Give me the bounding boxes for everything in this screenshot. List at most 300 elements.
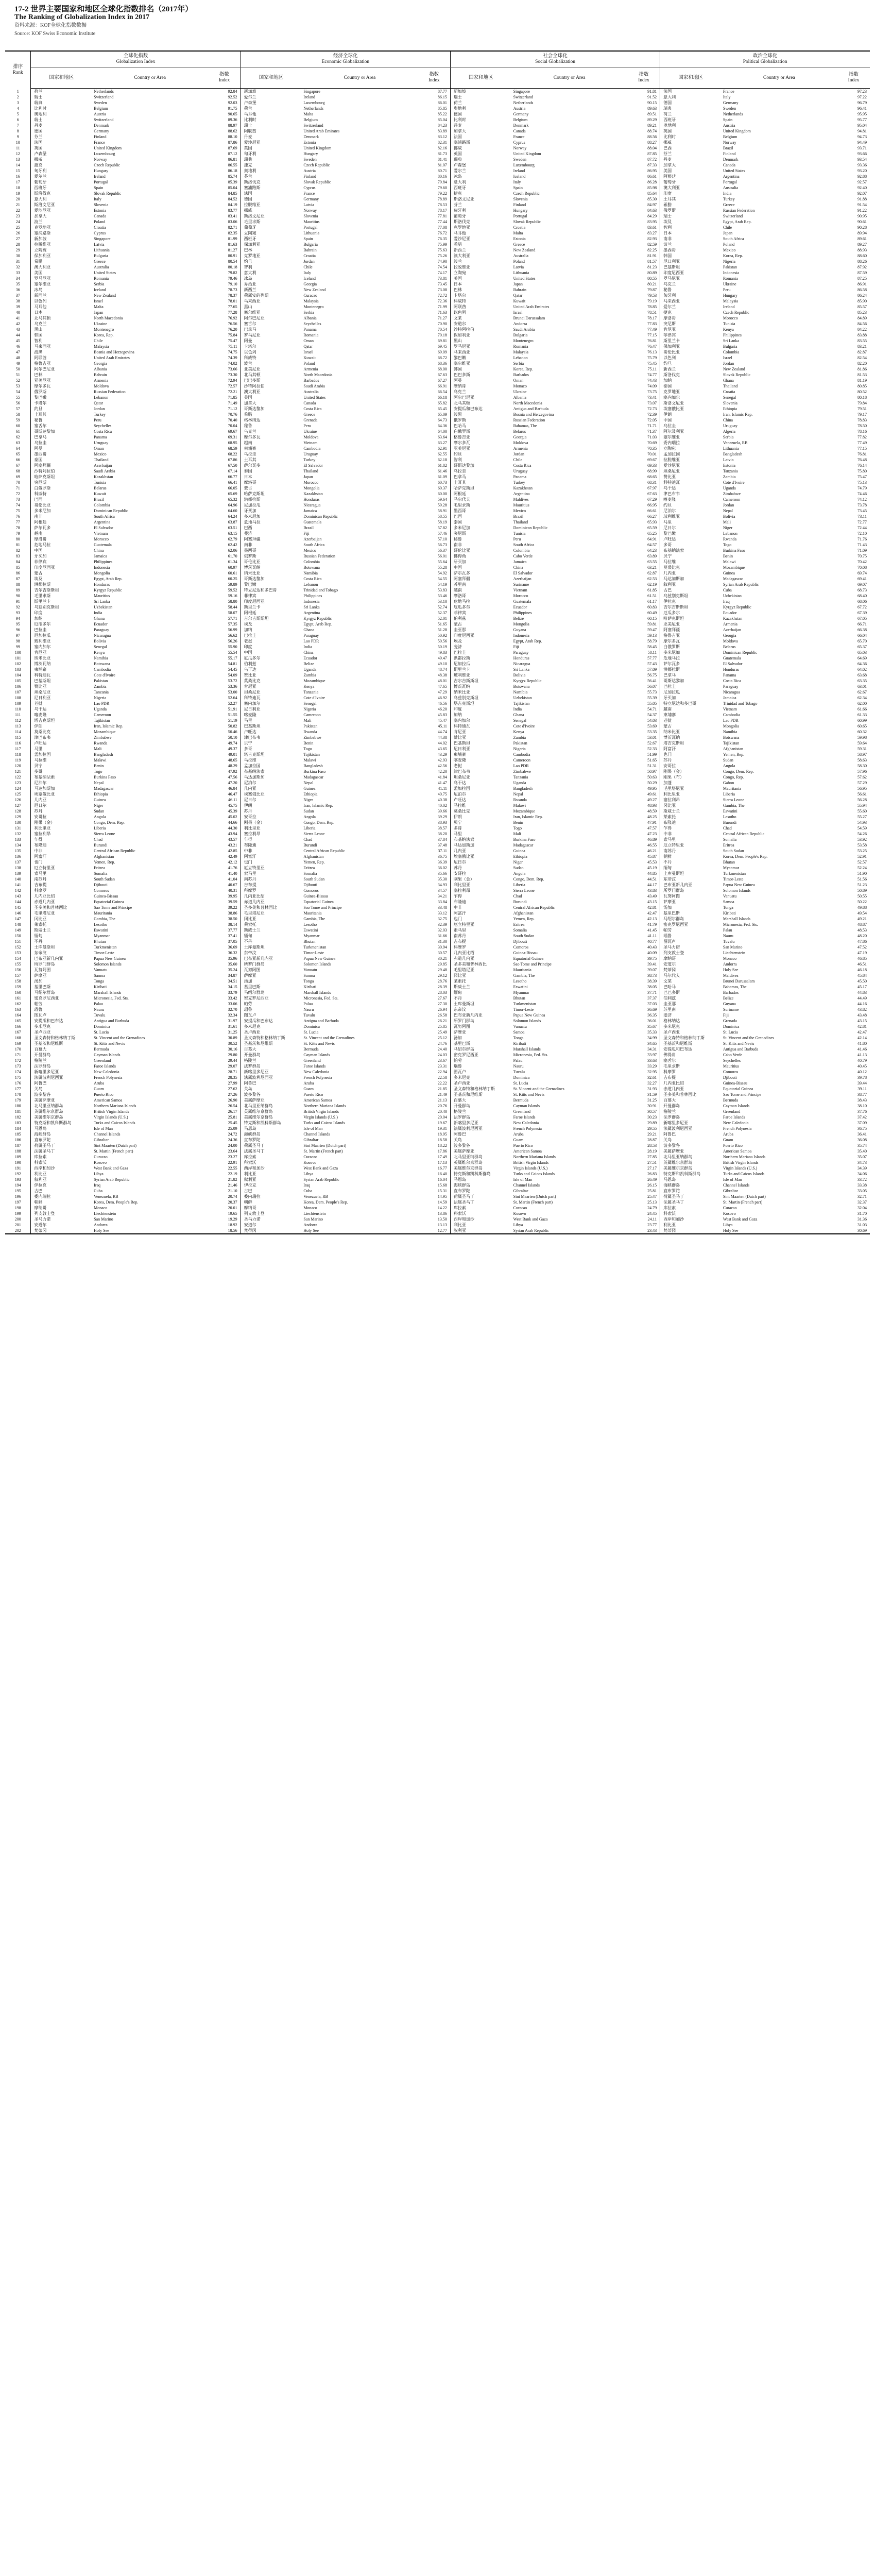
rank-cell: 177 xyxy=(5,1086,31,1092)
country-en-cell: Austria xyxy=(723,123,735,128)
table-row xyxy=(5,451,870,457)
country-cn-cell: 赞比亚 xyxy=(244,673,256,677)
index-cell: 46.85 xyxy=(857,956,867,961)
country-cn-cell: 哈萨克斯坦 xyxy=(453,486,474,490)
country-cn-cell: 洪都拉斯 xyxy=(244,497,261,502)
country-cn-cell: 乌克兰 xyxy=(453,389,466,394)
country-en-cell: West Bank and Gaza xyxy=(94,1166,128,1171)
country-cn-cell: 捷克 xyxy=(453,191,462,196)
index-cell: 66.27 xyxy=(628,514,660,519)
country-en-cell: Portugal xyxy=(723,180,737,184)
index-cell: 93.54 xyxy=(857,157,867,162)
rank-cell: 126 xyxy=(5,797,31,803)
index-cell: 38.14 xyxy=(208,922,241,927)
country-cn-cell: 尼日尔 xyxy=(663,526,676,530)
country-cn-cell: 布基纳法索 xyxy=(453,837,474,842)
index-cell: 50.55 xyxy=(857,894,867,899)
country-cn-cell: 马来西亚 xyxy=(663,299,680,303)
index-cell: 45.50 xyxy=(857,979,867,984)
country-en-cell: Micronesia, Fed. Sts. xyxy=(723,922,758,927)
index-cell: 75.45 xyxy=(628,361,660,366)
index-cell: 49.83 xyxy=(418,650,450,655)
rank-cell: 156 xyxy=(5,967,31,973)
index-cell: 32.95 xyxy=(628,1069,660,1075)
country-en-cell: Italy xyxy=(303,270,312,275)
country-en-cell: Poland xyxy=(303,361,315,366)
table-row xyxy=(5,905,870,910)
country-en-cell: Lesotho xyxy=(513,979,527,984)
country-cn-cell: 斯洛伐克 xyxy=(453,219,470,224)
country-en-cell: Papua New Guinea xyxy=(513,1013,545,1018)
col-header-index-cn: 指数 xyxy=(639,72,649,77)
country-cn-cell: 法属波利尼西亚 xyxy=(453,1126,483,1131)
country-en-cell: Mexico xyxy=(723,248,736,252)
index-cell: 42.13 xyxy=(628,916,660,922)
country-en-cell: Hungary xyxy=(94,168,109,173)
country-cn-cell: 蒙古 xyxy=(453,622,462,626)
country-cn-cell: 瑞典 xyxy=(663,106,672,111)
index-cell: 43.83 xyxy=(628,888,660,893)
country-en-cell: Chad xyxy=(723,826,732,831)
country-en-cell: Aruba xyxy=(94,1081,105,1086)
rank-cell: 51 xyxy=(5,372,31,378)
index-cell: 94.73 xyxy=(857,134,867,139)
table-row xyxy=(5,355,870,361)
country-cn-cell: 厄立特里亚 xyxy=(244,866,265,870)
country-cn-cell: 爱尔兰 xyxy=(453,168,466,173)
index-cell: 41.46 xyxy=(857,1047,867,1052)
index-cell: 68.95 xyxy=(208,440,241,446)
table-row xyxy=(5,1041,870,1046)
index-cell: 51.19 xyxy=(208,718,241,723)
rank-cell: 146 xyxy=(5,910,31,916)
country-cn-cell: 加纳 xyxy=(34,616,43,621)
country-en-cell: France xyxy=(94,140,105,145)
country-en-cell: Belarus xyxy=(94,486,107,490)
index-cell: 78.17 xyxy=(628,315,660,321)
country-cn-cell: 科索沃 xyxy=(244,1160,256,1165)
index-cell: 61.34 xyxy=(208,559,241,565)
country-en-cell: Andorra xyxy=(94,1223,108,1227)
rank-cell: 110 xyxy=(5,706,31,712)
country-cn-cell: 埃塞俄比亚 xyxy=(663,406,684,411)
country-en-cell: Turks and Caicos Islands xyxy=(723,1172,765,1176)
country-cn-cell: 马拉维 xyxy=(244,758,256,762)
rank-cell: 69 xyxy=(5,474,31,480)
country-en-cell: Canada xyxy=(94,214,107,218)
country-en-cell: Romania xyxy=(94,276,109,281)
country-cn-cell: 瓦努阿图 xyxy=(663,894,680,899)
rank-cell: 18 xyxy=(5,185,31,191)
country-en-cell: St. Vincent and the Grenadines xyxy=(303,1036,355,1040)
country-cn-cell: 喀麦隆 xyxy=(663,497,676,502)
country-cn-cell: 罗马尼亚 xyxy=(663,276,680,281)
index-cell: 56.95 xyxy=(857,786,867,791)
country-en-cell: Colombia xyxy=(723,350,740,354)
country-en-cell: Guatemala xyxy=(94,543,112,547)
country-en-cell: Jamaica xyxy=(513,560,527,564)
country-en-cell: Antigua and Barbuda xyxy=(723,1047,759,1052)
country-en-cell: Panama xyxy=(303,327,317,332)
index-cell: 51.65 xyxy=(628,757,660,763)
country-cn-cell: 泰国 xyxy=(663,384,672,388)
index-cell: 74.43 xyxy=(628,378,660,383)
index-cell: 65.45 xyxy=(418,406,450,412)
country-cn-cell: 不丹 xyxy=(663,860,672,865)
index-cell: 24.00 xyxy=(208,1143,241,1148)
index-cell: 62.34 xyxy=(857,696,867,700)
index-cell: 94.81 xyxy=(857,129,867,133)
country-en-cell: Yemen, Rep. xyxy=(94,860,115,865)
country-en-cell: Morocco xyxy=(303,480,319,485)
index-cell: 92.40 xyxy=(857,185,867,190)
country-en-cell: Poland xyxy=(513,259,525,264)
index-cell: 53.36 xyxy=(208,684,241,689)
country-cn-cell: 圣卢西亚 xyxy=(663,1030,680,1035)
country-cn-cell: 直布罗陀 xyxy=(34,1138,51,1142)
rank-cell: 81 xyxy=(5,542,31,548)
country-en-cell: Japan xyxy=(94,310,104,315)
country-en-cell: Zimbabwe xyxy=(723,492,741,496)
country-en-cell: Puerto Rico xyxy=(513,1143,533,1148)
rank-cell: 63 xyxy=(5,440,31,446)
index-cell: 82.54 xyxy=(857,355,867,360)
table-row xyxy=(5,848,870,854)
country-cn-cell: 美属维尔京群岛 xyxy=(244,1115,273,1120)
table-row xyxy=(5,689,870,695)
table-row xyxy=(5,395,870,400)
index-cell: 87.72 xyxy=(628,157,660,162)
country-cn-cell: 几内亚比绍 xyxy=(244,894,265,899)
index-cell: 80.89 xyxy=(628,270,660,276)
index-cell: 70.18 xyxy=(418,332,450,338)
country-cn-cell: 格陵兰 xyxy=(244,1058,256,1063)
country-cn-cell: 加拿大 xyxy=(34,214,47,218)
country-cn-cell: 尼日利亚 xyxy=(663,259,680,264)
country-cn-cell: 尼加拉瓜 xyxy=(34,633,51,638)
country-en-cell: Singapore xyxy=(94,236,111,241)
index-cell: 53.25 xyxy=(857,849,867,853)
country-cn-cell: 澳大利亚 xyxy=(34,265,51,269)
country-en-cell: Malta xyxy=(94,304,104,309)
country-cn-cell: 摩纳哥 xyxy=(663,956,676,961)
country-en-cell: Hungary xyxy=(303,151,318,156)
country-cn-cell: 塞内加尔 xyxy=(244,701,261,706)
index-cell: 31.93 xyxy=(628,1086,660,1092)
index-cell: 44.83 xyxy=(857,990,867,995)
country-cn-cell: 韩国 xyxy=(34,333,43,337)
col-header-country-cn: 国家和地区 xyxy=(241,67,301,89)
rank-cell: 187 xyxy=(5,1143,31,1148)
col-header-index xyxy=(628,67,660,89)
country-en-cell: Kenya xyxy=(303,684,315,689)
country-cn-cell: 开曼群岛 xyxy=(244,1053,261,1057)
index-cell: 85.85 xyxy=(418,106,450,111)
index-cell: 77.15 xyxy=(628,332,660,338)
country-cn-cell: 约旦 xyxy=(34,406,43,411)
index-cell: 79.84 xyxy=(857,401,867,405)
country-cn-cell: 阿富汗 xyxy=(663,747,676,751)
table-row xyxy=(5,1160,870,1165)
table-row xyxy=(5,865,870,871)
country-en-cell: Iraq xyxy=(303,1183,311,1188)
country-cn-cell: 瑞典 xyxy=(453,157,462,162)
rank-cell: 192 xyxy=(5,1171,31,1177)
country-cn-cell: 日本 xyxy=(663,231,672,235)
table-row xyxy=(5,1171,870,1177)
country-cn-cell: 肯尼亚 xyxy=(663,327,676,332)
country-en-cell: Bhutan xyxy=(723,860,735,865)
index-cell: 58.07 xyxy=(208,610,241,616)
country-cn-cell: 法属波利尼西亚 xyxy=(244,1075,273,1080)
index-cell: 81.27 xyxy=(208,247,241,253)
index-cell: 56.75 xyxy=(628,672,660,678)
country-cn-cell: 多米尼加 xyxy=(244,514,261,519)
country-en-cell: India xyxy=(94,611,102,615)
country-en-cell: Ukraine xyxy=(94,321,107,326)
country-en-cell: Kosovo xyxy=(723,1211,736,1216)
index-cell: 74.46 xyxy=(857,492,867,496)
country-cn-cell: 圣基茨和尼维斯 xyxy=(34,1041,63,1046)
country-cn-cell: 波多黎各 xyxy=(663,1143,680,1148)
country-cn-cell: 爱沙尼亚 xyxy=(663,463,680,468)
country-cn-cell: 伊朗 xyxy=(34,724,43,728)
country-cn-cell: 科索沃 xyxy=(453,1211,466,1216)
country-en-cell: American Samoa xyxy=(303,1098,332,1103)
country-en-cell: Guinea xyxy=(723,571,735,575)
country-en-cell: Singapore xyxy=(513,89,530,94)
country-en-cell: Portugal xyxy=(94,180,108,184)
country-en-cell: Iceland xyxy=(303,276,316,281)
index-cell: 68.00 xyxy=(418,366,450,372)
rank-cell: 172 xyxy=(5,1058,31,1063)
table-row xyxy=(5,752,870,757)
country-en-cell: Dominica xyxy=(303,1024,320,1029)
index-cell: 23.43 xyxy=(628,1228,660,1234)
country-en-cell: Cyprus xyxy=(513,140,525,145)
country-en-cell: Mauritania xyxy=(513,968,531,972)
index-cell: 33.97 xyxy=(628,1052,660,1058)
index-cell: 85.22 xyxy=(418,111,450,117)
rank-cell: 101 xyxy=(5,655,31,661)
index-cell: 39.75 xyxy=(628,956,660,961)
country-cn-cell: 多米尼克 xyxy=(453,1075,470,1080)
index-cell: 75.13 xyxy=(857,480,867,485)
country-en-cell: Norway xyxy=(513,146,527,150)
table-row xyxy=(5,519,870,525)
country-en-cell: St. Lucia xyxy=(303,1030,319,1035)
country-en-cell: Belgium xyxy=(723,134,737,139)
country-cn-cell: 冰岛 xyxy=(34,287,43,292)
index-cell: 16.40 xyxy=(418,1171,450,1177)
country-en-cell: Puerto Rico xyxy=(723,1143,743,1148)
index-cell: 80.71 xyxy=(418,168,450,174)
country-en-cell: United Arab Emirates xyxy=(303,129,340,133)
country-en-cell: Uganda xyxy=(513,781,526,785)
country-cn-cell: 保加利亚 xyxy=(663,344,680,349)
index-cell: 74.90 xyxy=(418,259,450,264)
country-cn-cell: 阿富汗 xyxy=(244,854,256,859)
country-en-cell: Cambodia xyxy=(303,446,321,451)
country-en-cell: Burundi xyxy=(513,900,527,904)
country-en-cell: Nicaragua xyxy=(513,662,530,666)
country-cn-cell: 巴基斯坦 xyxy=(453,741,470,745)
index-cell: 34.87 xyxy=(208,973,241,978)
country-cn-cell: 巴拉圭 xyxy=(663,684,676,689)
index-cell: 76.81 xyxy=(628,338,660,344)
country-cn-cell: 斯里兰卡 xyxy=(34,599,51,604)
country-cn-cell: 法罗群岛 xyxy=(663,1115,680,1120)
index-cell: 66.41 xyxy=(208,480,241,485)
country-cn-cell: 匈牙利 xyxy=(453,208,466,213)
country-en-cell: Uganda xyxy=(723,486,736,490)
table-row xyxy=(5,644,870,650)
table-row xyxy=(5,1222,870,1228)
country-cn-cell: 巴林 xyxy=(244,248,252,252)
table-row xyxy=(5,1216,870,1222)
country-en-cell: Malaysia xyxy=(303,299,319,303)
country-en-cell: Argentina xyxy=(723,174,740,179)
index-cell: 25.85 xyxy=(418,1024,450,1029)
table-row xyxy=(5,514,870,519)
col-header-index-cn: 指数 xyxy=(429,72,439,77)
country-en-cell: Nepal xyxy=(723,509,733,513)
index-cell: 81.23 xyxy=(628,264,660,270)
index-cell: 63.35 xyxy=(857,679,867,683)
rank-cell: 140 xyxy=(5,876,31,882)
rank-cell: 188 xyxy=(5,1148,31,1154)
rank-cell: 95 xyxy=(5,621,31,627)
table-row xyxy=(5,298,870,304)
table-row xyxy=(5,553,870,559)
country-en-cell: Comoros xyxy=(513,945,528,950)
country-cn-cell: 挪威 xyxy=(34,157,43,162)
table-row xyxy=(5,712,870,718)
country-cn-cell: 阿鲁巴 xyxy=(453,1132,466,1137)
country-en-cell: Libya xyxy=(513,1223,523,1227)
table-row xyxy=(5,746,870,752)
country-cn-cell: 北马里亚纳群岛 xyxy=(663,1155,693,1159)
country-cn-cell: 塞拉利昂 xyxy=(244,832,261,836)
country-en-cell: Kosovo xyxy=(303,1160,317,1165)
country-cn-cell: 柬埔寨 xyxy=(663,713,676,717)
index-cell: 48.74 xyxy=(418,667,450,672)
country-en-cell: Egypt, Arab Rep. xyxy=(303,622,332,626)
country-en-cell: Cambodia xyxy=(94,667,111,672)
table-row xyxy=(5,814,870,820)
index-cell: 28.19 xyxy=(628,1148,660,1154)
table-row xyxy=(5,871,870,876)
country-en-cell: Switzerland xyxy=(723,214,743,218)
index-cell: 44.74 xyxy=(418,729,450,735)
index-cell: 69.67 xyxy=(208,429,241,434)
index-cell: 78.37 xyxy=(208,293,241,298)
index-cell: 57.10 xyxy=(418,536,450,542)
country-en-cell: Cambodia xyxy=(513,752,530,757)
country-en-cell: Palau xyxy=(94,1002,103,1006)
index-cell: 65.93 xyxy=(628,519,660,525)
table-row xyxy=(5,786,870,791)
country-cn-cell: 新西兰 xyxy=(663,367,676,371)
country-en-cell: Pakistan xyxy=(303,724,318,728)
country-cn-cell: 科威特 xyxy=(34,492,47,496)
table-row xyxy=(5,1148,870,1154)
index-cell: 34.93 xyxy=(418,882,450,888)
country-en-cell: Bulgaria xyxy=(94,253,108,258)
table-row xyxy=(5,791,870,797)
country-en-cell: Indonesia xyxy=(94,565,110,570)
index-cell: 72.94 xyxy=(208,378,241,383)
table-row xyxy=(5,621,870,627)
index-cell: 88.74 xyxy=(628,128,660,134)
country-cn-cell: 塔吉克斯坦 xyxy=(34,718,55,723)
country-cn-cell: 奥地利 xyxy=(34,112,47,116)
country-en-cell: Hungary xyxy=(513,208,528,213)
index-cell: 54.19 xyxy=(418,582,450,587)
index-cell: 27.51 xyxy=(628,1160,660,1165)
country-cn-cell: 丹麦 xyxy=(34,123,43,128)
country-cn-cell: 萨摩亚 xyxy=(663,900,676,904)
index-cell: 33.06 xyxy=(208,1001,241,1007)
country-cn-cell: 哥伦比亚 xyxy=(34,503,51,507)
rank-cell: 34 xyxy=(5,276,31,281)
index-cell: 85.57 xyxy=(857,304,867,309)
index-cell: 18.56 xyxy=(208,1228,241,1234)
country-cn-cell: 密克罗尼西亚 xyxy=(244,996,269,1001)
index-cell: 24.03 xyxy=(418,1052,450,1058)
table-row xyxy=(5,310,870,315)
index-cell: 52.37 xyxy=(418,610,450,616)
country-en-cell: Myanmar xyxy=(303,934,320,938)
country-cn-cell: 巴林 xyxy=(34,372,43,377)
country-cn-cell: 阿尔巴尼亚 xyxy=(244,316,265,320)
index-cell: 62.18 xyxy=(418,457,450,463)
country-cn-cell: 加纳 xyxy=(663,378,672,383)
index-cell: 68.73 xyxy=(857,588,867,592)
country-en-cell: Kiribati xyxy=(94,985,107,989)
country-en-cell: Bhutan xyxy=(513,996,525,1001)
country-en-cell: Belgium xyxy=(303,117,318,122)
table-row xyxy=(5,219,870,225)
index-cell: 61.09 xyxy=(418,474,450,480)
index-cell: 49.21 xyxy=(857,917,867,921)
country-cn-cell: 荷兰 xyxy=(453,100,462,105)
country-en-cell: New Caledonia xyxy=(94,1070,119,1074)
country-cn-cell: 拉脱维亚 xyxy=(453,265,470,269)
table-row xyxy=(5,372,870,378)
country-cn-cell: 秘鲁 xyxy=(244,423,252,428)
country-en-cell: Aruba xyxy=(303,1081,314,1086)
country-en-cell: Jordan xyxy=(723,361,734,366)
table-row xyxy=(5,763,870,769)
country-en-cell: Namibia xyxy=(723,730,737,734)
country-cn-cell: 安道尔 xyxy=(453,321,466,326)
index-cell: 83.77 xyxy=(208,208,241,213)
country-cn-cell: 毛里塔尼亚 xyxy=(244,911,265,916)
country-en-cell: Djibouti xyxy=(303,883,318,887)
country-en-cell: Togo xyxy=(303,747,312,751)
country-en-cell: Cameroon xyxy=(303,713,321,717)
index-cell: 51.90 xyxy=(857,871,867,876)
rank-cell: 198 xyxy=(5,1205,31,1211)
country-en-cell: Lithuania xyxy=(303,231,320,235)
country-en-cell: Greenland xyxy=(94,1058,111,1063)
country-en-cell: Canada xyxy=(723,163,735,167)
country-cn-cell: 埃及 xyxy=(453,639,462,643)
index-cell: 36.01 xyxy=(628,1018,660,1024)
country-en-cell: Honduras xyxy=(723,667,739,672)
index-cell: 31.25 xyxy=(628,1097,660,1103)
